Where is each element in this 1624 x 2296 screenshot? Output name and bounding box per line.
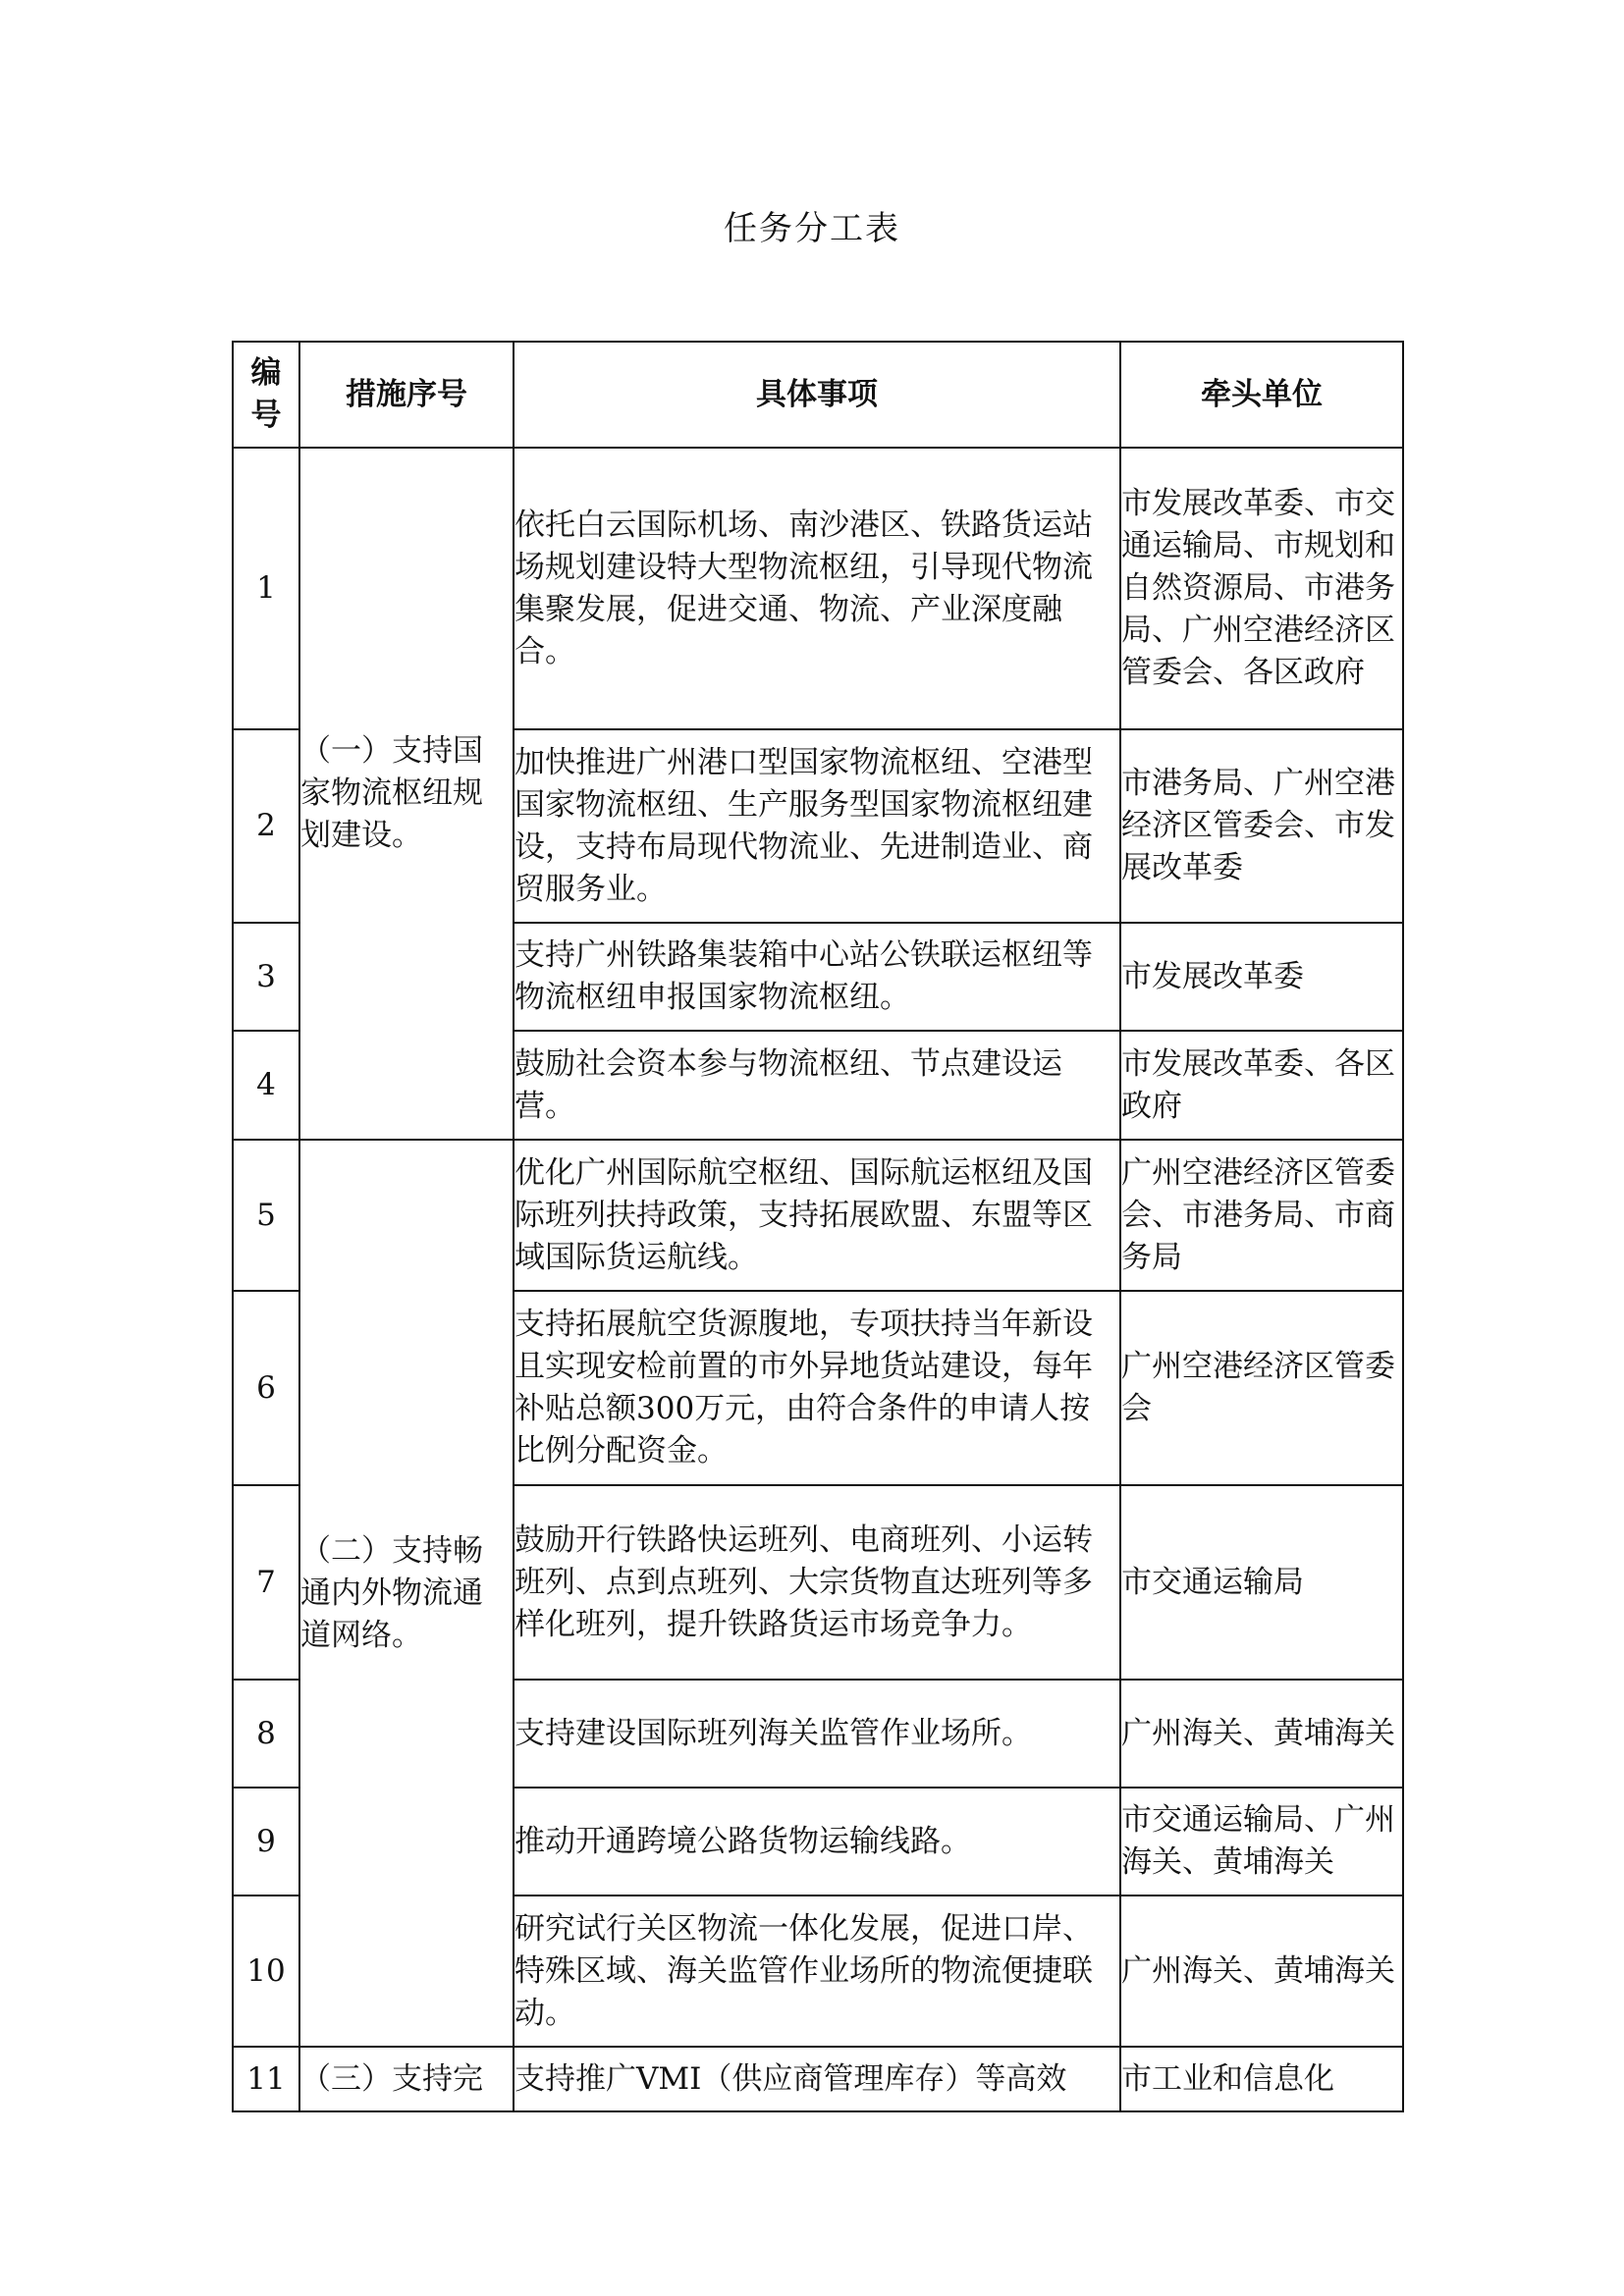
measure-group: （三）支持完 <box>299 2047 514 2111</box>
lead-unit-cell: 市发展改革委 <box>1120 923 1403 1031</box>
lead-unit-cell: 市交通运输局、广州海关、黄埔海关 <box>1120 1788 1403 1896</box>
item-cell: 优化广州国际航空枢纽、国际航运枢纽及国际班列扶持政策，支持拓展欧盟、东盟等区域国际货运航线。 <box>514 1140 1120 1291</box>
row-number: 3 <box>233 923 299 1031</box>
row-number: 5 <box>233 1140 299 1291</box>
item-cell: 支持建设国际班列海关监管作业场所。 <box>514 1680 1120 1788</box>
lead-unit-cell: 广州空港经济区管委会 <box>1120 1291 1403 1485</box>
table-row <box>233 1140 1403 1291</box>
header-item: 具体事项 <box>514 342 1120 448</box>
header-measure: 措施序号 <box>299 342 514 448</box>
lead-unit-cell: 广州海关、黄埔海关 <box>1120 1680 1403 1788</box>
lead-unit-cell: 市工业和信息化 <box>1120 2047 1403 2111</box>
header-no: 编号 <box>233 342 299 448</box>
row-number: 6 <box>233 1291 299 1485</box>
row-number: 11 <box>233 2047 299 2111</box>
item-cell: 鼓励开行铁路快运班列、电商班列、小运转班列、点到点班列、大宗货物直达班列等多样化班列，提升铁路货运市场竞争力。 <box>514 1485 1120 1680</box>
item-cell: 依托白云国际机场、南沙港区、铁路货运站场规划建设特大型物流枢纽，引导现代物流集聚发展，促进交通、物流、产业深度融合。 <box>514 448 1120 729</box>
row-number: 2 <box>233 729 299 923</box>
lead-unit-cell: 市发展改革委、市交通运输局、市规划和自然资源局、市港务局、广州空港经济区管委会、各区政府 <box>1120 448 1403 729</box>
measure-group: （二）支持畅通内外物流通道网络。 <box>299 1140 514 2047</box>
page-title: 任务分工表 <box>724 209 900 248</box>
row-number: 8 <box>233 1680 299 1788</box>
row-number: 7 <box>233 1485 299 1680</box>
lead-unit-cell: 广州海关、黄埔海关 <box>1120 1896 1403 2047</box>
item-cell: 支持拓展航空货源腹地，专项扶持当年新设且实现安检前置的市外异地货站建设，每年补贴总额300万元，由符合条件的申请人按比例分配资金。 <box>514 1291 1120 1485</box>
item-cell: 推动开通跨境公路货物运输线路。 <box>514 1788 1120 1896</box>
lead-unit-cell: 市港务局、广州空港经济区管委会、市发展改革委 <box>1120 729 1403 923</box>
row-number: 10 <box>233 1896 299 2047</box>
row-number: 1 <box>233 448 299 729</box>
item-cell: 支持推广VMI（供应商管理库存）等高效 <box>514 2047 1120 2111</box>
row-number: 4 <box>233 1031 299 1140</box>
lead-unit-cell: 市发展改革委、各区政府 <box>1120 1031 1403 1140</box>
lead-unit-cell: 市交通运输局 <box>1120 1485 1403 1680</box>
header-row <box>233 342 1403 448</box>
item-cell: 鼓励社会资本参与物流枢纽、节点建设运营。 <box>514 1031 1120 1140</box>
table-row <box>233 448 1403 729</box>
lead-unit-cell: 广州空港经济区管委会、市港务局、市商务局 <box>1120 1140 1403 1291</box>
measure-group: （一）支持国家物流枢纽规划建设。 <box>299 448 514 1140</box>
table-row <box>233 2047 1403 2111</box>
item-cell: 支持广州铁路集装箱中心站公铁联运枢纽等物流枢纽申报国家物流枢纽。 <box>514 923 1120 1031</box>
task-table <box>232 341 1404 2112</box>
header-lead: 牵头单位 <box>1120 342 1403 448</box>
item-cell: 加快推进广州港口型国家物流枢纽、空港型国家物流枢纽、生产服务型国家物流枢纽建设，支持布局现代物流业、先进制造业、商贸服务业。 <box>514 729 1120 923</box>
row-number: 9 <box>233 1788 299 1896</box>
item-cell: 研究试行关区物流一体化发展，促进口岸、特殊区域、海关监管作业场所的物流便捷联动。 <box>514 1896 1120 2047</box>
